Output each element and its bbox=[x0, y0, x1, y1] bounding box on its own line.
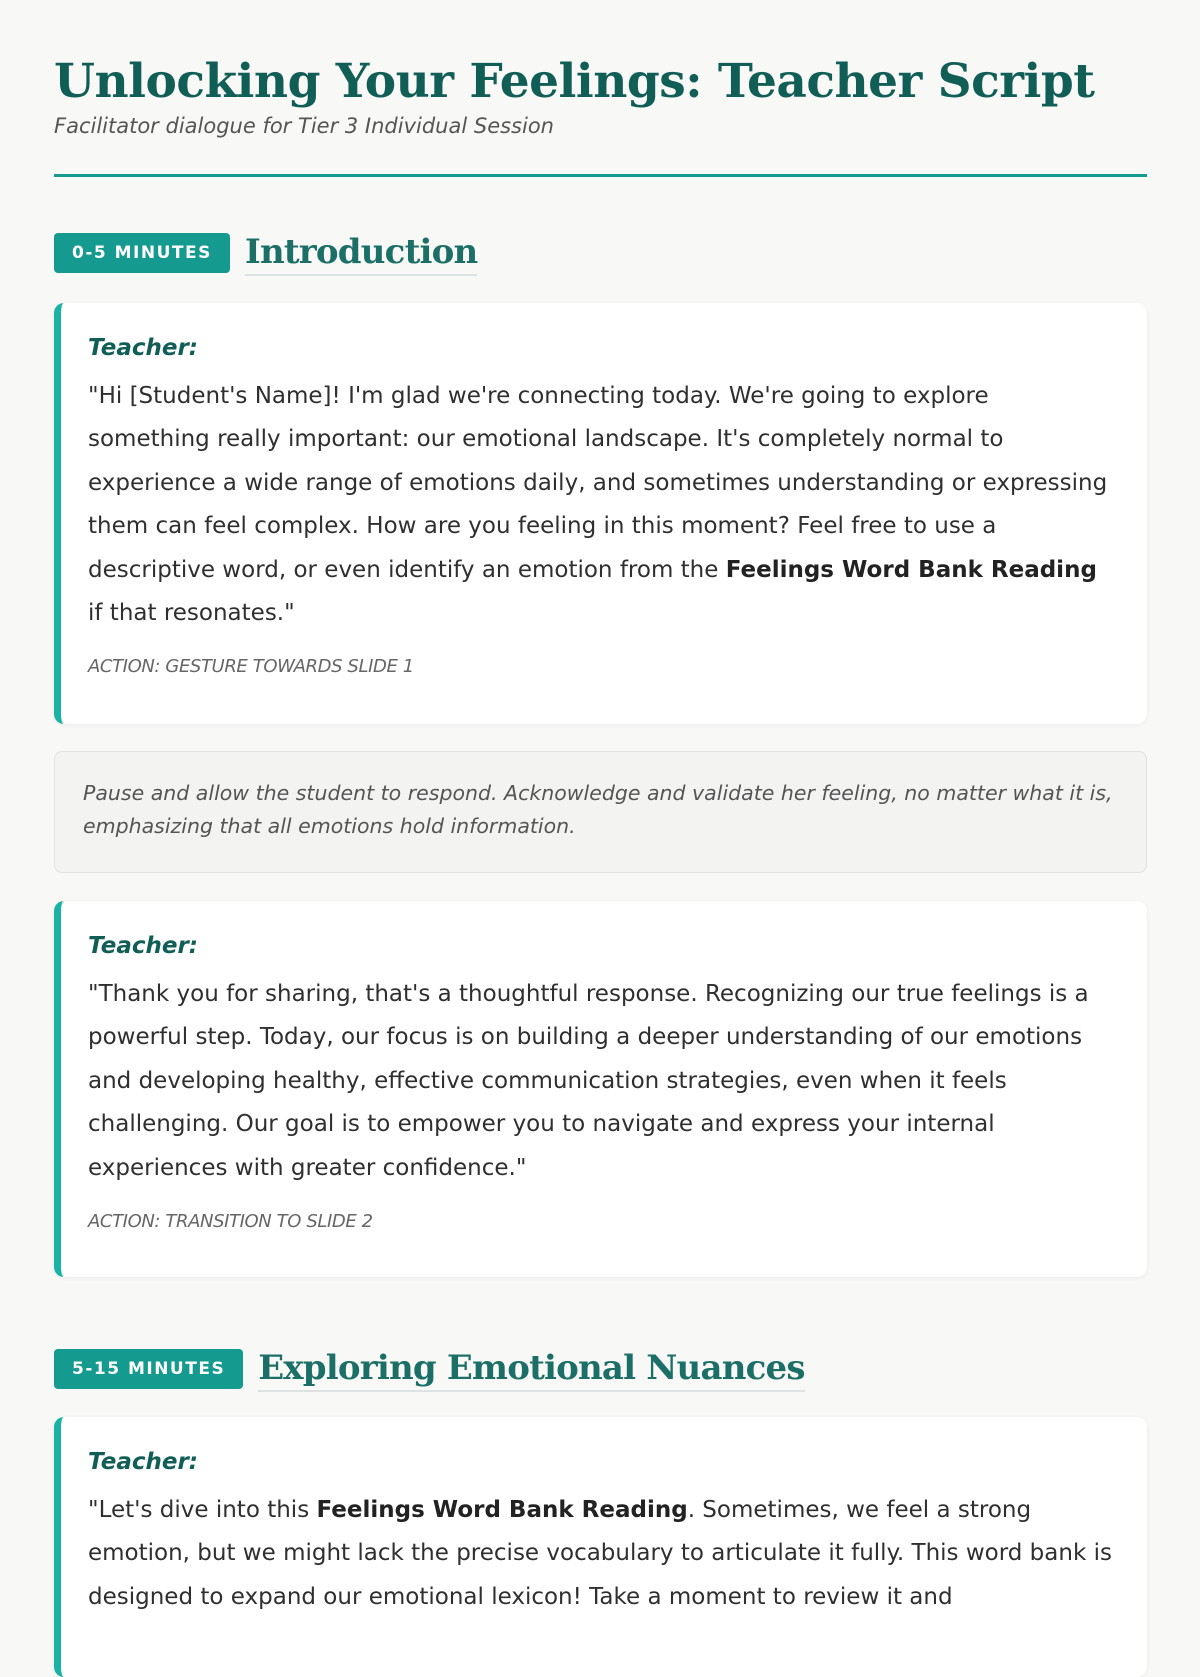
speaker-label: Teacher: bbox=[88, 335, 198, 361]
dialogue-text bbox=[88, 375, 1117, 635]
dialogue-emphasis: Feelings Word Bank Reading bbox=[316, 1497, 688, 1523]
facilitator-note-text: Pause and allow the student to respond. Acknowledge and validate her feeling, no matter what it is, emphasizing that all emotions hold information. bbox=[83, 781, 1113, 838]
document-header bbox=[54, 0, 1147, 177]
dialogue-text-part: "Hi [Student's Name]! I'm glad we're connecting today. We're going to explore something really important: our emotional landscape. It's completely normal to experience a wide range of emotions daily, and sometimes understanding or expressing them can feel complex. How are you feeling in this moment? Feel free to use a descriptive word, or even identify an emotion from the bbox=[88, 383, 1108, 583]
time-badge: 0-5 MINUTES bbox=[54, 233, 230, 273]
section-title: Introduction bbox=[245, 230, 478, 276]
dialogue-emphasis: Feelings Word Bank Reading bbox=[725, 556, 1097, 583]
facilitator-note bbox=[54, 751, 1147, 873]
section-header-exploring-emotional-nuances bbox=[54, 1345, 805, 1393]
teacher-dialogue-card bbox=[54, 303, 1147, 724]
page-title: Unlocking Your Feelings: Teacher Script bbox=[54, 54, 1095, 109]
action-note: ACTION: GESTURE TOWARDS SLIDE 1 bbox=[88, 656, 414, 678]
dialogue-text-part: "Let's dive into this bbox=[88, 1497, 317, 1523]
speaker-label: Teacher: bbox=[88, 1449, 198, 1475]
time-badge: 5-15 MINUTES bbox=[54, 1349, 243, 1389]
page-subtitle: Facilitator dialogue for Tier 3 Individual Session bbox=[54, 114, 554, 138]
teacher-dialogue-card bbox=[54, 901, 1147, 1277]
dialogue-text-part: if that resonates." bbox=[88, 600, 295, 627]
speaker-label: Teacher: bbox=[88, 933, 198, 959]
dialogue-text-part: . Sometimes, we feel a strong emotion, but we might lack the precise vocabulary to articulate it fully. This word bank is designed to expand our emotional lexicon! Take a moment to review it and bbox=[88, 1497, 1112, 1610]
section-header-introduction bbox=[54, 229, 477, 277]
action-note: ACTION: TRANSITION TO SLIDE 2 bbox=[88, 1211, 373, 1233]
teacher-script-page bbox=[54, 0, 1147, 1610]
section-title: Exploring Emotional Nuances bbox=[258, 1346, 805, 1392]
dialogue-text: "Thank you for sharing, that's a thoughtful response. Recognizing our true feelings is a powerful step. Today, our focus is on building a deeper understanding of our emotions and developing healthy, effective communication strategies, even when it feels challenging. Our goal is to empower you to navigate and express your internal experiences with greater confidence." bbox=[88, 981, 1089, 1181]
teacher-dialogue-card bbox=[54, 1417, 1147, 1677]
